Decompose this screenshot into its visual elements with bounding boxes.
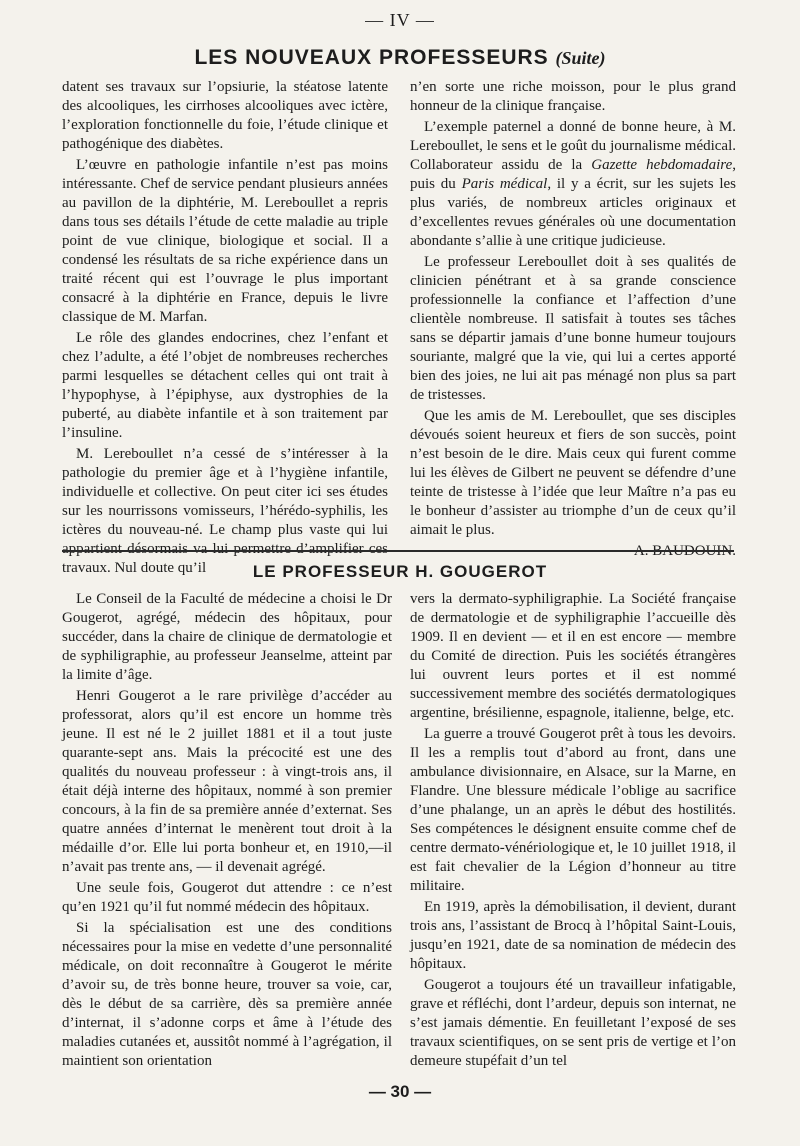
- text-run: , il y a écrit, sur les sujets les plus variés, de nombreux articles originaux et d’excellentes revues générales où une documentation abondante s’allie à une critique judicieuse.: [410, 176, 736, 249]
- top-left-column: [62, 78, 388, 576]
- article-title: [60, 46, 740, 70]
- journal-title: Gazette hebdomadaire: [591, 157, 733, 173]
- paragraph: La guerre a trouvé Gougerot prêt à tous les devoirs. Il les a remplis tout d’abord au front, dans une ambulance divisionnaire, en Alsace, sur la Marne, en Flandre. Une blessure médicale l’oblige au sacrifice d’une phalange, un an après le début des hostilités. Ses compétences le désignent ensuite comme chef de centre dermato-vénériologique et, le 10 juillet 1918, il est fait chevalier de la Légion d’honneur au titre militaire.: [410, 726, 736, 894]
- paragraph: Henri Gougerot a le rare privilège d’accéder au professorat, alors qu’il est encore un homme très jeune. Il est né le 2 juillet 1881 et il a tout juste quarante-sept ans. Mais la précocité est une des qualités du nouveau professeur : à vingt-trois ans, il était déjà interne des hôpitaux, nommé à son premier concours, à la fin de sa première année d’externat. Ses quatre années d’internat le menèrent tout droit à la médaille d’or. Elle lui porta bonheur et, en 1910,—il n’avait pas trente ans, — il devenait agrégé.: [62, 688, 392, 875]
- top-right-column: [410, 78, 736, 559]
- paragraph: Le professeur Lereboullet doit à ses qualités de clinicien pénétrant et à sa grande conscience professionnelle la confiance et l’affection d’une clientèle nombreuse. Il satisfait à toutes ses tâches sans se départir jamais d’une bonne humeur toujours souriante, malgré que la vie, qui lui a certes apporté bien des joies, ne lui ait pas ménagé non plus sa part de tristesses.: [410, 254, 736, 403]
- paragraph: Une seule fois, Gougerot dut attendre : ce n’est qu’en 1921 qu’il fut nommé médecin des hôpitaux.: [62, 880, 392, 915]
- page-number: — 30 —: [368, 1082, 432, 1101]
- paragraph: L’œuvre en pathologie infantile n’est pas moins intéressante. Chef de service pendant plusieurs années au pavillon de la diphtérie, M. Lereboullet a repris dans tous ses détails l’étude de cette maladie au triple point de vue clinique, biologique et social. Il a condensé les résultats de sa riche expérience dans un traité récent qui est l’ouvrage le plus important consacré à la diphtérie en France, depuis le livre classique de M. Marfan.: [62, 157, 388, 325]
- paragraph: datent ses travaux sur l’opsiurie, la stéatose latente des alcooliques, les cirrhoses alcooliques avec ictère, l’exploration fonctionnelle du foie, l’étude clinique et pathogénique des diabètes.: [62, 79, 388, 152]
- bottom-left-column: [62, 590, 392, 1080]
- paragraph: n’en sorte une riche moisson, pour le plus grand honneur de la clinique française.: [410, 79, 736, 114]
- text-run: L’exemple paternel a donné de bonne heure, à M. Lereboullet, le sens et le goût du journalisme médical. Collaborateur assidu de la: [410, 119, 736, 173]
- author-signature: A. BAUDOUIN.: [633, 543, 736, 559]
- paragraph: Le rôle des glandes endocrines, chez l’enfant et chez l’adulte, a été l’objet de nombreuses recherches parmi lesquelles se détachent celles qui ont trait à l’hypophyse, à l’épiphyse, aux dystrophies de la puberté, au diabète infantile et à son traitement par l’insuline.: [62, 330, 388, 441]
- paragraph: vers la dermato-syphiligraphie. La Société française de dermatologie et de syphiligraphie l’accueille dès 1909. Il en devient — et il en est encore — membre du Comité de direction. Puis les sociétés étrangères lui ouvrent leurs portes et il est nommé successivement membre des sociétés dermatologiques argentine, brésilienne, espagnole, italienne, belge, etc.: [410, 591, 736, 721]
- article-title-text: LES NOUVEAUX PROFESSEURS: [194, 46, 549, 69]
- bottom-right-column: [410, 590, 736, 1080]
- section-divider: [62, 550, 734, 552]
- journal-title: Paris médical: [461, 176, 548, 192]
- article-title-suffix: (Suite): [555, 48, 606, 68]
- paragraph: En 1919, après la démobilisation, il devient, durant trois ans, l’assistant de Brocq à l’hôpital Saint-Louis, jusqu’en 1921, date de sa nomination de médecin des hôpitaux.: [410, 899, 736, 972]
- page-roman-numeral: — IV —: [365, 10, 435, 30]
- paragraph: Que les amis de M. Lereboullet, que ses disciples dévoués soient heureux et fiers de son succès, point n’est besoin de le dire. Mais ceux qui furent comme lui les élèves de Gilbert ne peuvent se défendre d’une teinte de tristesse à l’idée que leur Maître n’a pas eu le bonheur d’assister au triomphe d’un de ceux qu’il aimait le plus.: [410, 408, 736, 538]
- paragraph-journalism: [410, 118, 736, 251]
- paragraph: Le Conseil de la Faculté de médecine a choisi le Dr Gougerot, agrégé, médecin des hôpitaux, pour succéder, dans la chaire de clinique de dermatologie et de syphiligraphie, au professeur Jeanselme, atteint par la limite d’âge.: [62, 591, 392, 683]
- section-title: LE PROFESSEUR H. GOUGEROT: [252, 562, 548, 581]
- text-run: , puis du: [410, 157, 736, 192]
- paragraph: Si la spécialisation est une des conditions nécessaires pour la mise en vedette d’une personnalité médicale, on doit reconnaître à Gougerot le mérite d’avoir su, de très bonne heure, trouver sa voie, car, dès le début de sa carrière, dès sa première année d’internat, il s’adonne corps et âme à l’étude des maladies cutanées et, aussitôt nommé à l’agrégation, il maintient son orientation: [62, 920, 392, 1069]
- paragraph: Gougerot a toujours été un travailleur infatigable, grave et réfléchi, dont l’ardeur, depuis son internat, ne s’est jamais démentie. En feuilletant l’exposé de ses travaux scientifiques, on se sent pris de vertige et l’on demeure stupéfait d’un tel: [410, 977, 736, 1069]
- paragraph: M. Lereboullet n’a cessé de s’intéresser à la pathologie du premier âge et à l’hygiène infantile, individuelle et collective. On peut citer ici ses études sur les nourrissons vomisseurs, l’hérédo-syphilis, les ictères du nouveau-né. Le champ plus vaste qui lui appartient désormais va lui permettre d’amplifier ces travaux. Nul doute qu’il: [62, 446, 388, 576]
